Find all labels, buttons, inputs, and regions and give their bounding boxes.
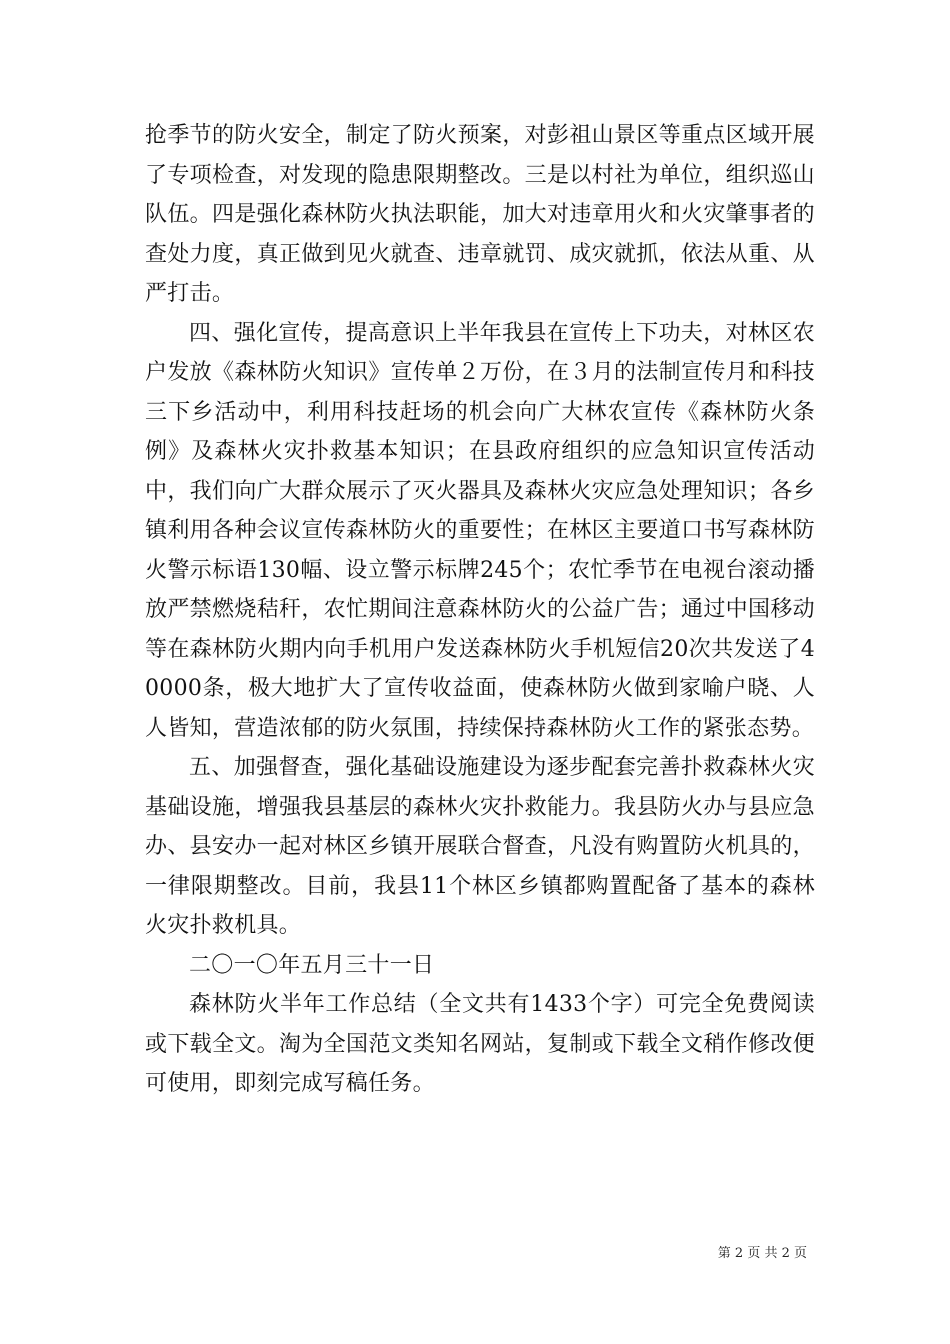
paragraph-section-four: 四、强化宣传，提高意识上半年我县在宣传上下功夫，对林区农户发放《森林防火知识》宣传单２万份，在３月的法制宣传月和科技三下乡活动中，利用科技赶场的机会向广大林农宣传《森林防火条例》及森林火灾扑救基本知识；在县政府组织的应急知识宣传活动中，我们向广大群众展示了灭火器具及森林火灾应急处理知识；各乡镇利用各种会议宣传森林防火的重要性；在林区主要道口书写森林防火警示标语130幅、设立警示标牌245个；农忙季节在电视台滚动播放严禁燃烧秸秆，农忙期间注意森林防火的公益广告；通过中国移动等在森林防火期内向手机用户发送森林防火手机短信20次共发送了40000条，极大地扩大了宣传收益面，使森林防火做到家喻户晓、人人皆知，营造浓郁的防火氛围，持续保持森林防火工作的紧张态势。 — [145, 320, 815, 741]
paragraph-section-five: 五、加强督查，强化基础设施建设为逐步配套完善扑救森林火灾基础设施，增强我县基层的森林火灾扑救能力。我县防火办与县应急办、县安办一起对林区乡镇开展联合督查，凡没有购置防火机具的，一律限期整改。目前，我县11个林区乡镇都购置配备了基本的森林火灾扑救机具。 — [145, 755, 815, 938]
document-date: 二〇一〇年五月三十一日 — [189, 952, 435, 978]
document-body — [145, 116, 815, 1104]
paragraph-continuation: 抢季节的防火安全，制定了防火预案，对彭祖山景区等重点区域开展了专项检查，对发现的隐患限期整改。三是以村社为单位，组织巡山队伍。四是强化森林防火执法职能，加大对违章用火和火灾肇事者的查处力度，真正做到见火就查、违章就罚、成灾就抓，依法从重、从严打击。 — [145, 123, 815, 306]
download-notice: 森林防火半年工作总结（全文共有1433个字）可完全免费阅读或下载全文。淘为全国范文类知名网站，复制或下载全文稍作修改便可使用，即刻完成写稿任务。 — [145, 992, 815, 1096]
page-number: 第 2 页 共 2 页 — [717, 1246, 807, 1261]
